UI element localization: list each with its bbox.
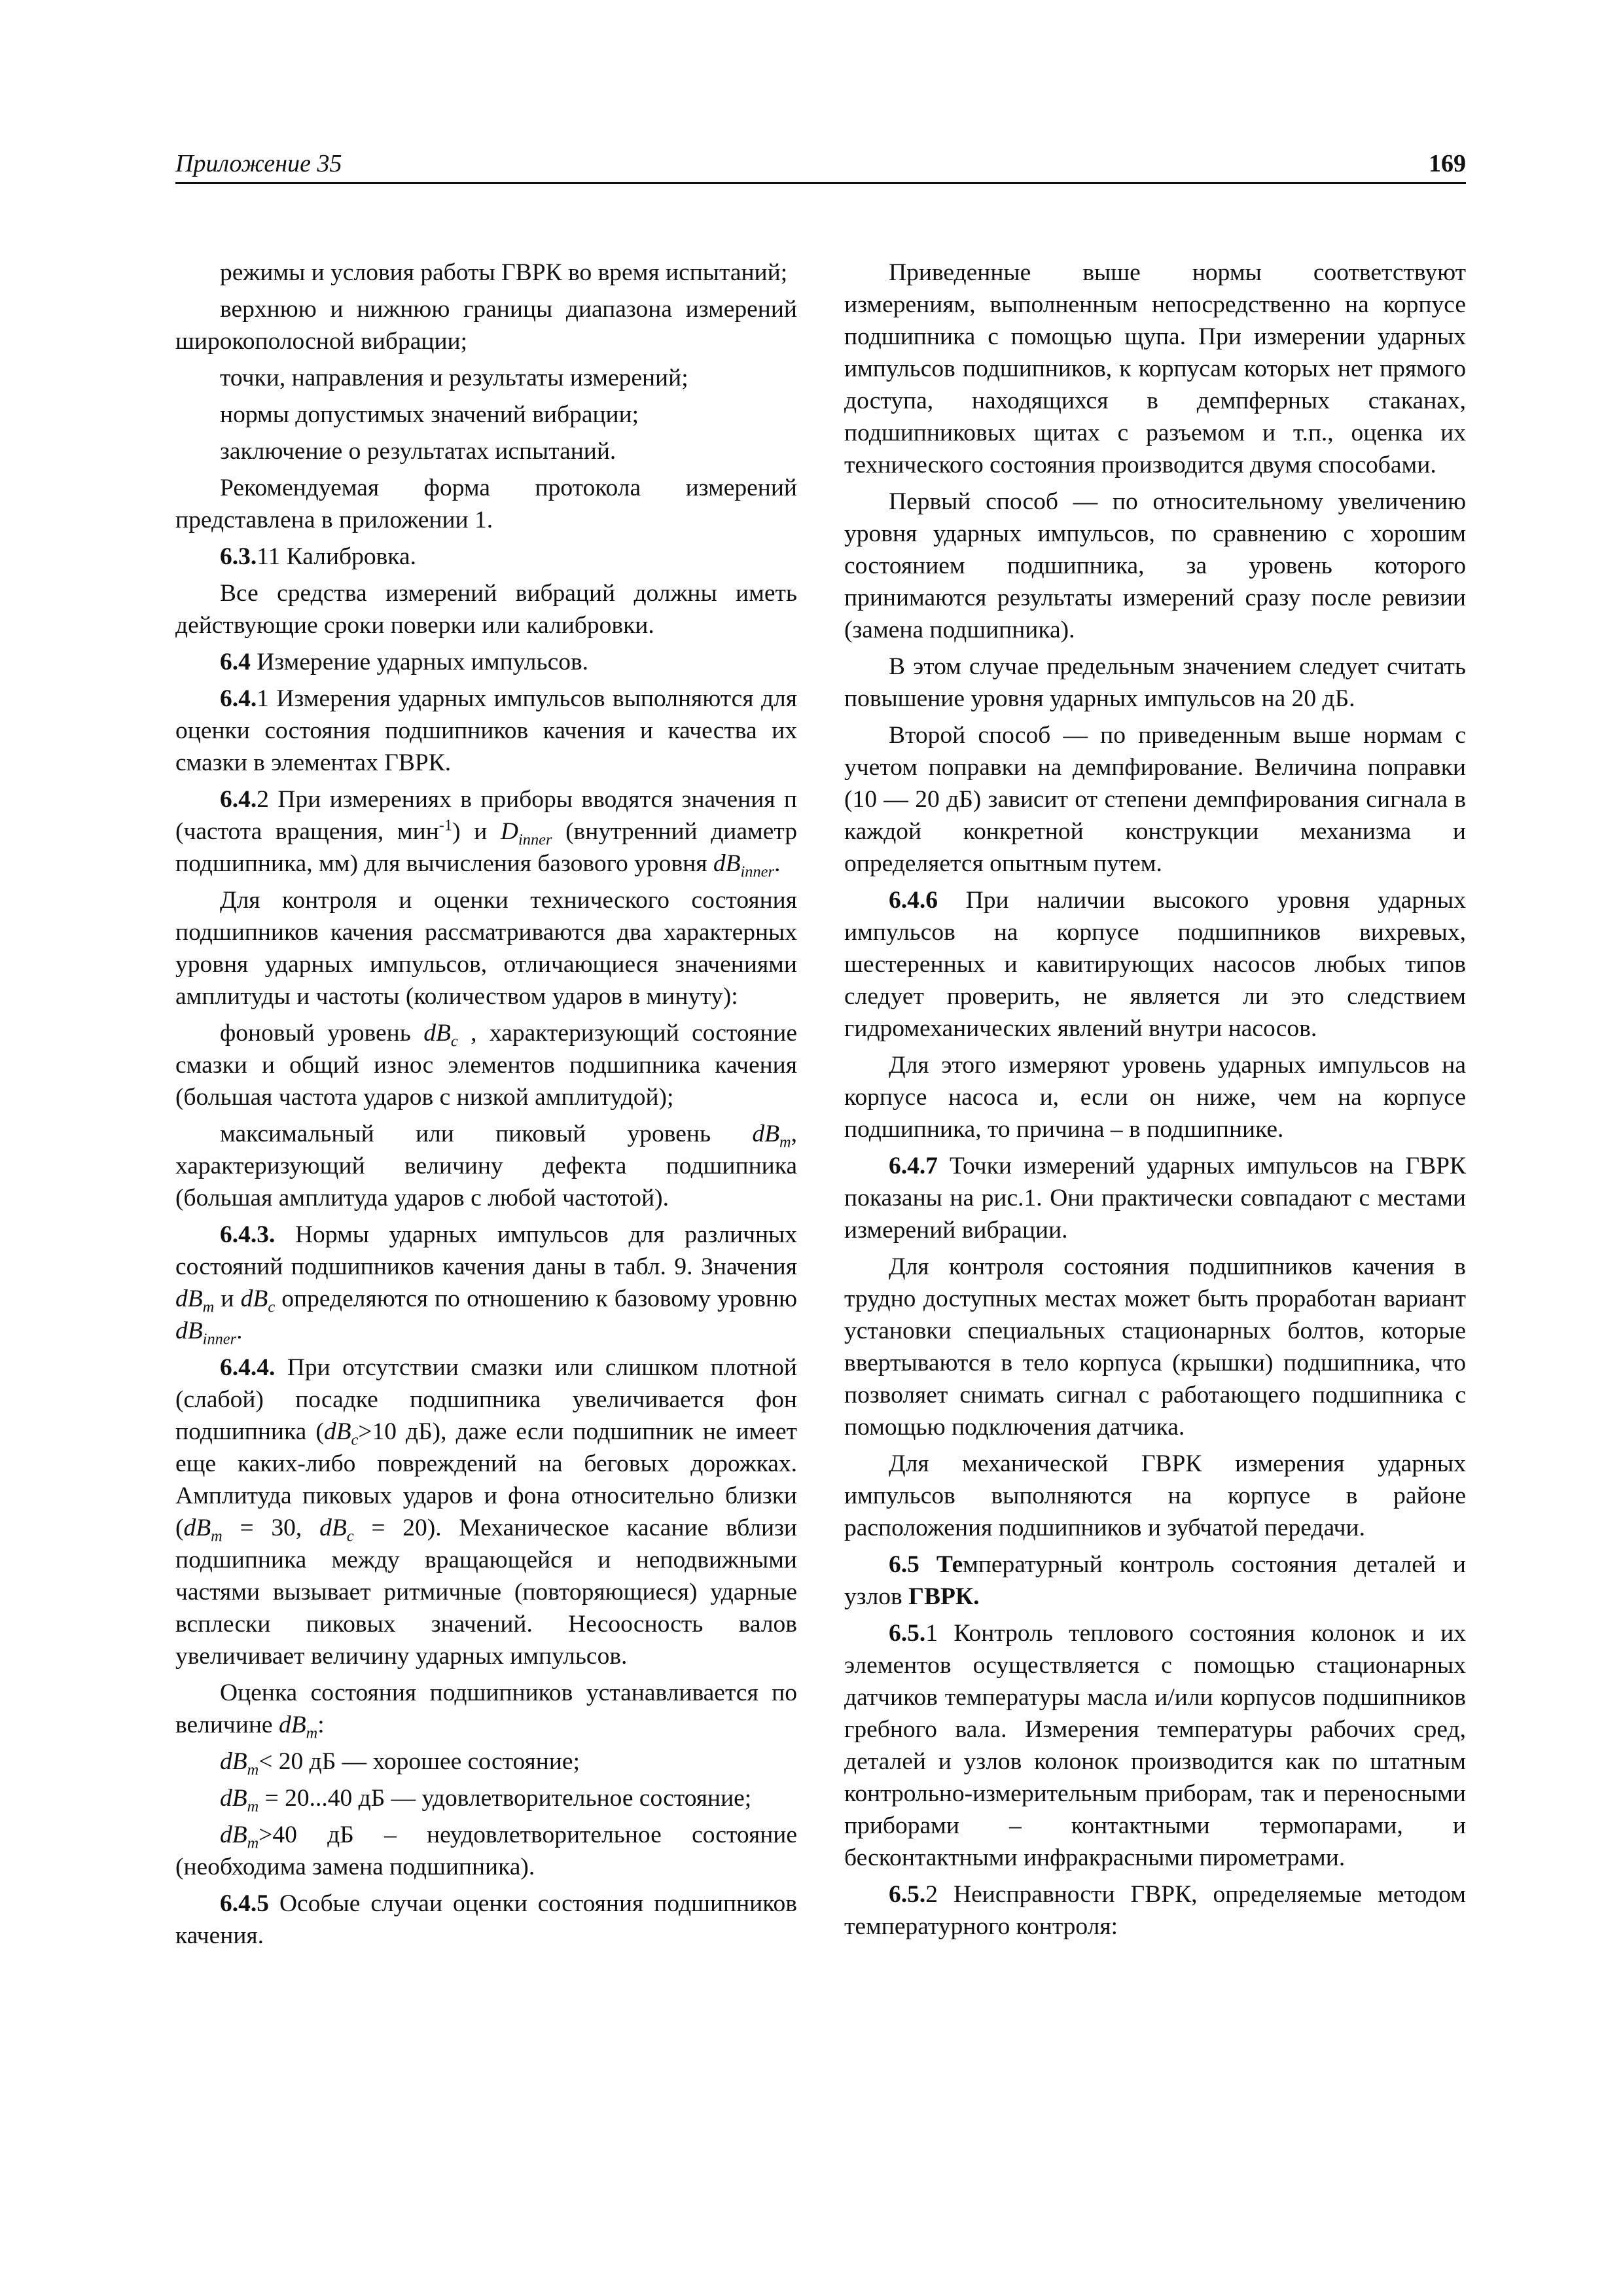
running-header [175, 148, 1466, 184]
paragraph: Для контроля состояния подшипников качения в трудно доступных местах может быть проработан вариант установки специальных стационарных болтов, которые ввертываются в тело корпуса (крышки) подшипника, что позволяет снимать сигнал с работающего подшипника с помощью подключения датчика. [844, 1253, 1466, 1441]
section-number: 6.5 [889, 1551, 919, 1578]
running-title: Приложение 35 [175, 150, 342, 177]
paragraph: 6.5.2 Неисправности ГВРК, определяемые методом температурного контроля: [844, 1881, 1466, 1940]
paragraph: 6.4.3. Нормы ударных импульсов для различных состояний подшипников качения даны в табл. 9. Значения $dB_m$ и $dB_c$ определяются по отношению к базовому уровню $dB_{inner}$. [175, 1221, 797, 1348]
section-number: 6.4.3. [220, 1221, 276, 1248]
paragraph: верхнюю и нижнюю границы диапазона измерений широкополосной вибрации; [175, 296, 797, 355]
section-number: 6.5. [889, 1620, 926, 1647]
paragraph: максимальный или пиковый уровень $dB_m$, характеризующий величину дефекта подшипника (большая амплитуда ударов с любой частотой). [175, 1121, 797, 1211]
paragraph: фоновый уровень $dB_c$ , характеризующий состояние смазки и общий износ элементов подшипника качения (большая частота ударов с низкой амплитудой); [175, 1020, 797, 1111]
paragraph: Оценка состояния подшипников устанавливается по величине $dB_m$: [175, 1679, 797, 1742]
section-number: 6.5. [889, 1881, 926, 1908]
section-number: 6.4. [220, 786, 257, 813]
section-heading: 6.4.5 Особые случаи оценки состояния подшипников качения. [175, 1890, 797, 1949]
section-number: 6.4.7 [889, 1153, 938, 1179]
paragraph: заключение о результатах испытаний. [220, 438, 616, 465]
paragraph: Приведенные выше нормы соответствуют измерениям, выполненным непосредственно на корпусе подшипника с помощью щупа. При измерении ударных импульсов подшипников, к корпусам которых нет прямого доступа, находящихся в демпферных стаканах, подшипниковых щитах с разъемом и т.п., оценка их технического состояния производится двумя способами. [844, 259, 1466, 478]
criterion-good: $dB_m< 20$ дБ — хорошее состояние; [220, 1748, 580, 1779]
section-heading: 6.4 Измерение ударных импульсов. [220, 649, 589, 675]
section-number: 6.3. [220, 543, 257, 570]
paragraph: 6.4.2 При измерениях в приборы вводятся значения п (частота вращения, мин$^{-1}$) и $D_{inner}$ (внутренний диаметр подшипника, мм) для вычисления базового уровня $dB_{inner}$. [175, 786, 797, 881]
paragraph: Для этого измеряют уровень ударных импульсов на корпусе насоса и, если он ниже, чем на корпусе подшипника, то причина – в подшипнике. [844, 1052, 1466, 1143]
section-number: 6.4 [220, 649, 251, 675]
paragraph: 6.4.7 Точки измерений ударных импульсов на ГВРК показаны на рис.1. Они практически совпадают с местами измерений вибрации. [844, 1153, 1466, 1244]
section-number: 6.4. [220, 685, 257, 712]
paragraph: Для контроля и оценки технического состояния подшипников качения рассматриваются два характерных уровня ударных импульсов, отличающиеся значениями амплитуды и частоты (количеством ударов в минуту): [175, 887, 797, 1010]
section-heading: 6.5 Температурный контроль состояния деталей и узлов ГВРК. [844, 1551, 1466, 1610]
paragraph: режимы и условия работы ГВРК во время испытаний; [220, 259, 788, 286]
section-number: 6.4.5 [220, 1890, 269, 1917]
section-number: 6.4.4. [220, 1354, 276, 1381]
paragraph: Рекомендуемая форма протокола измерений представлена в приложении 1. [175, 475, 797, 533]
page-number: 169 [1429, 150, 1466, 177]
paragraph: Первый способ — по относительному увеличению уровня ударных импульсов, по сравнению с хорошим состоянием подшипника, за уровень которого принимаются результаты измерений сразу после ревизии (замена подшипника). [844, 488, 1466, 643]
paragraph: 6.5.1 Контроль теплового состояния колонок и их элементов осуществляется с помощью стационарных датчиков температуры масла и/или корпусов подшипников гребного вала. Измерения температуры рабочих сред, деталей и узлов колонок производится как по штатным контрольно-измерительным приборам, так и переносными приборами – контактными термопарами, и бесконтактными инфракрасными пирометрами. [844, 1620, 1466, 1871]
criterion-unsatisfactory: $dB_m>40$ дБ – неудовлетворительное состояние (необходима замена подшипника). [175, 1821, 797, 1880]
paragraph: 6.4.4. При отсутствии смазки или слишком плотной (слабой) посадке подшипника увеличивается фон подшипника ($dB_c>10$ дБ), даже если подшипник не имеет еще каких-либо повреждений на беговых дорожках. Амплитуда пиковых ударов и фона относительно близки ($dB_m = 30$, $dB_c = 20$). Механическое касание вблизи подшипника между вращающейся и неподвижными частями вызывает ритмичные (повторяющиеся) ударные всплески пиковых значений. Несоосность валов увеличивает величину ударных импульсов. [175, 1354, 798, 1670]
paragraph: Для механической ГВРК измерения ударных импульсов выполняются на корпусе в районе расположения подшипников и зубчатой передачи. [844, 1450, 1466, 1541]
paragraph: точки, направления и результаты измерений; [220, 365, 688, 391]
paragraph: 6.4.1 Измерения ударных импульсов выполняются для оценки состояния подшипников качения и качества их смазки в элементах ГВРК. [175, 685, 797, 776]
section-number: 6.4.6 [889, 887, 938, 914]
paragraph: В этом случае предельным значением следует считать повышение уровня ударных импульсов на 20 дБ. [844, 653, 1466, 712]
left-column [175, 257, 797, 1956]
paragraph: нормы допустимых значений вибрации; [220, 401, 639, 428]
paragraph: Все средства измерений вибраций должны иметь действующие сроки поверки или калибровки. [175, 580, 797, 639]
right-column [844, 257, 1466, 1947]
criterion-satisfactory: $dB_m = 20...40$ дБ — удовлетворительное состояние; [220, 1785, 752, 1816]
paragraph: Второй способ — по приведенным выше нормам с учетом поправки на демпфирование. Величина поправки (10 — 20 дБ) зависит от степени демпфирования сигнала в каждой конкретной конструкции механизма и определяется опытным путем. [844, 722, 1466, 877]
paragraph: 6.4.6 При наличии высокого уровня ударных импульсов на корпусе подшипников вихревых, шестеренных и кавитирующих насосов любых типов следует проверить, не является ли это следствием гидромеханических явлений внутри насосов. [844, 887, 1466, 1042]
section-heading: 6.3.11 Калибровка. [220, 543, 416, 570]
